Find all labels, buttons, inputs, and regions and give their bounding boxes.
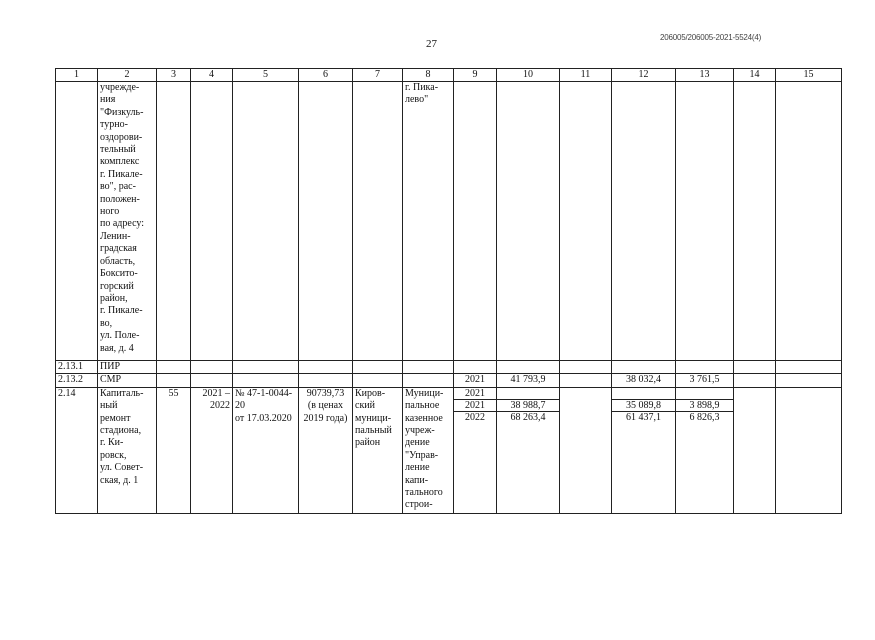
period-cell: 2021 – 2022 — [191, 387, 233, 513]
table-cell — [676, 82, 734, 361]
col-num: 6 — [299, 69, 353, 82]
spacer — [676, 388, 733, 400]
year-value: 2021 — [454, 400, 496, 412]
table-cell — [56, 82, 98, 361]
spacer — [497, 388, 559, 400]
year-value: 2021 — [454, 388, 496, 400]
table-cell — [776, 361, 842, 374]
table-row-2-13-2 — [56, 374, 842, 387]
table-cell — [734, 82, 776, 361]
table-cell — [191, 82, 233, 361]
document-code: 206005/206005-2021-5524(4) — [660, 33, 762, 42]
amount-cell: 3 761,5 — [676, 374, 734, 387]
amount-value: 61 437,1 — [626, 411, 661, 423]
table-cell — [776, 374, 842, 387]
cost-cell: 90739,73 (в ценах 2019 года) — [299, 387, 353, 513]
table-cell — [497, 82, 560, 361]
table-cell — [403, 374, 454, 387]
table-cell — [157, 361, 191, 374]
year-cell: 2021 — [454, 374, 497, 387]
object-name-cell: учрежде- ния "Физкуль- турно- оздорови- тельный комплекс г. Пикале- во", рас- положен- ного по адресу: Ленин- градская область, Боксито- горский район, г. Пикале- во, ул. Поле- вая, д. 4 — [98, 82, 157, 361]
customer-cell: г. Пика- лево" — [403, 82, 454, 361]
table-cell — [676, 361, 734, 374]
col-num: 12 — [612, 69, 676, 82]
amount-value: 3 898,9 — [676, 400, 733, 412]
table-cell — [734, 361, 776, 374]
amount-value: 38 988,7 — [497, 400, 559, 412]
capacity-cell: 55 — [157, 387, 191, 513]
work-type-cell: СМР — [98, 374, 157, 387]
customer-cell: Муници- пальное казенное учреж- дение "Управ- ление капи- тального строи- — [403, 387, 454, 513]
spacer — [612, 388, 675, 400]
table-cell — [233, 82, 299, 361]
col-num: 9 — [454, 69, 497, 82]
col-num: 7 — [353, 69, 403, 82]
district-cell: Киров- ский муници- пальный район — [353, 387, 403, 513]
table-cell — [353, 361, 403, 374]
expertise-cell: № 47-1-0044- 20 от 17.03.2020 — [233, 387, 299, 513]
column-number-row — [56, 69, 842, 82]
amount-value: 35 089,8 — [612, 400, 675, 412]
col-num: 11 — [560, 69, 612, 82]
table-cell — [612, 361, 676, 374]
table-cell — [776, 387, 842, 513]
col-num: 1 — [56, 69, 98, 82]
col-num: 3 — [157, 69, 191, 82]
table-cell — [403, 361, 454, 374]
table-cell — [353, 82, 403, 361]
page-number: 27 — [426, 38, 437, 50]
investment-table — [55, 68, 842, 514]
col-num: 8 — [403, 69, 454, 82]
table-cell — [454, 82, 497, 361]
table-cell — [299, 361, 353, 374]
table-cell — [299, 374, 353, 387]
table-cell — [353, 374, 403, 387]
amount-value: 6 826,3 — [689, 411, 720, 423]
table-cell — [233, 374, 299, 387]
col-num: 15 — [776, 69, 842, 82]
amount-cell: 41 793,9 — [497, 374, 560, 387]
year-value: 2022 — [465, 411, 485, 423]
table-cell — [454, 361, 497, 374]
table-cell — [191, 374, 233, 387]
col-num: 10 — [497, 69, 560, 82]
col-num: 5 — [233, 69, 299, 82]
amount-cell — [676, 387, 734, 513]
table-cell — [157, 374, 191, 387]
table-cell — [560, 361, 612, 374]
table-cell — [734, 387, 776, 513]
table-cell — [233, 361, 299, 374]
row-number-cell: 2.13.2 — [56, 374, 98, 387]
table-cell — [157, 82, 191, 361]
amount-cell — [497, 387, 560, 513]
table-cell — [299, 82, 353, 361]
table-cell — [560, 387, 612, 513]
table-row-2-14 — [56, 387, 842, 513]
col-num: 14 — [734, 69, 776, 82]
amount-cell — [612, 387, 676, 513]
table-cell — [560, 374, 612, 387]
table-cell — [560, 82, 612, 361]
table-cell — [497, 361, 560, 374]
col-num: 4 — [191, 69, 233, 82]
table-row-continuation — [56, 82, 842, 361]
amount-cell: 38 032,4 — [612, 374, 676, 387]
table-cell — [734, 374, 776, 387]
row-number-cell: 2.14 — [56, 387, 98, 513]
amount-value: 68 263,4 — [510, 411, 546, 423]
row-number-cell: 2.13.1 — [56, 361, 98, 374]
table-row-2-13-1 — [56, 361, 842, 374]
table-cell — [191, 361, 233, 374]
table-cell — [612, 82, 676, 361]
table-cell — [776, 82, 842, 361]
object-name-cell: Капиталь- ный ремонт стадиона, г. Ки- ровск, ул. Совет- ская, д. 1 — [98, 387, 157, 513]
col-num: 2 — [98, 69, 157, 82]
work-type-cell: ПИР — [98, 361, 157, 374]
years-cell — [454, 387, 497, 513]
col-num: 13 — [676, 69, 734, 82]
